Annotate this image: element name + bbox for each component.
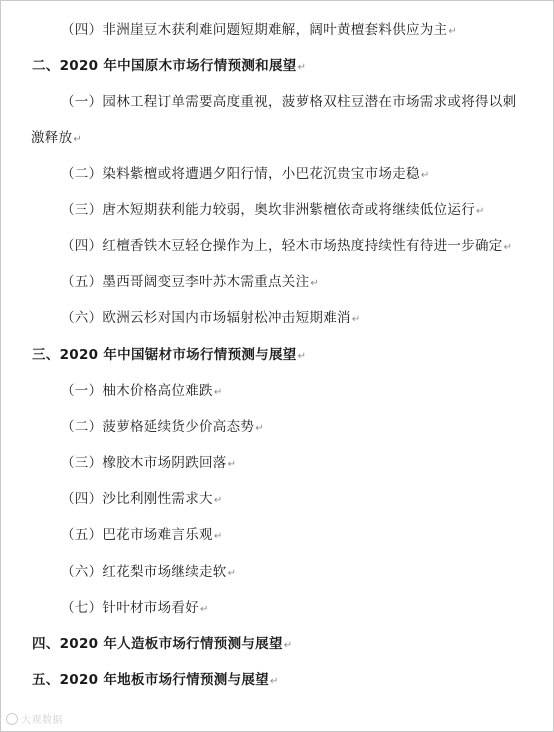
watermark-text: 大观数据 (21, 715, 63, 726)
subheading-line: （四）非洲崖豆木获利难问题短期难解，阔叶黄檀套料供应为主↵ (61, 22, 458, 38)
paragraph-mark-icon: ↵ (213, 495, 223, 506)
section-heading: 二、2020 年中国原木市场行情预测和展望↵ (32, 58, 307, 74)
paragraph-mark-icon: ↵ (73, 134, 83, 145)
paragraph-mark-icon: ↵ (200, 604, 209, 615)
paragraph-mark-icon: ↵ (351, 314, 361, 325)
paragraph-mark-icon: ↵ (213, 387, 223, 398)
watermark (6, 711, 63, 726)
subheading-line: （二）染料紫檀或将遭遇夕阳行情，小巴花沉贵宝市场走稳↵ (61, 166, 430, 182)
paragraph-mark-icon: ↵ (448, 26, 458, 37)
paragraph-mark-icon: ↵ (227, 568, 237, 579)
section-heading: 三、2020 年中国锯材市场行情预测与展望↵ (32, 347, 307, 363)
subheading-line: （六）欧洲云杉对国内市场辐射松冲击短期难消↵ (61, 310, 361, 326)
paragraph-mark-icon: ↵ (255, 423, 264, 434)
subheading-continuation: 激释放↵ (31, 130, 83, 146)
subheading-line: （七）针叶材市场看好↵ (61, 600, 209, 616)
subheading-line: （五）墨西哥阔变豆李叶苏木需重点关注↵ (61, 274, 320, 290)
paragraph-mark-icon: ↵ (269, 676, 279, 687)
logo-icon (6, 713, 18, 725)
subheading-line: （六）红花梨市场继续走软↵ (61, 564, 237, 580)
paragraph-mark-icon: ↵ (420, 170, 430, 181)
section-heading: 四、2020 年人造板市场行情预测与展望↵ (32, 636, 293, 652)
paragraph-mark-icon: ↵ (310, 278, 320, 289)
paragraph-mark-icon: ↵ (476, 206, 485, 217)
subheading-line: （一）园林工程订单需要高度重视，菠萝格双柱豆潜在市场需求或将得以刺 (61, 94, 517, 110)
subheading-line: （四）沙比利刚性需求大↵ (61, 491, 223, 507)
paragraph-mark-icon: ↵ (297, 351, 307, 362)
subheading-line: （一）柚木价格高位难跌↵ (61, 383, 223, 399)
subheading-line: （五）巴花市场难言乐观↵ (61, 527, 223, 543)
paragraph-mark-icon: ↵ (213, 531, 223, 542)
paragraph-mark-icon: ↵ (227, 459, 237, 470)
subheading-line: （二）菠萝格延续货少价高态势↵ (61, 419, 264, 435)
paragraph-mark-icon: ↵ (503, 242, 513, 253)
paragraph-mark-icon: ↵ (283, 640, 293, 651)
subheading-line: （四）红檀香铁木豆轻仓操作为上，轻木市场热度持续性有待进一步确定↵ (61, 238, 513, 254)
subheading-line: （三）橡胶木市场阴跌回落↵ (61, 455, 237, 471)
section-heading: 五、2020 年地板市场行情预测与展望↵ (32, 672, 279, 688)
paragraph-mark-icon: ↵ (297, 62, 307, 73)
subheading-line: （三）唐木短期获利能力较弱，奥坎非洲紫檀依奇或将继续低位运行↵ (61, 202, 485, 218)
